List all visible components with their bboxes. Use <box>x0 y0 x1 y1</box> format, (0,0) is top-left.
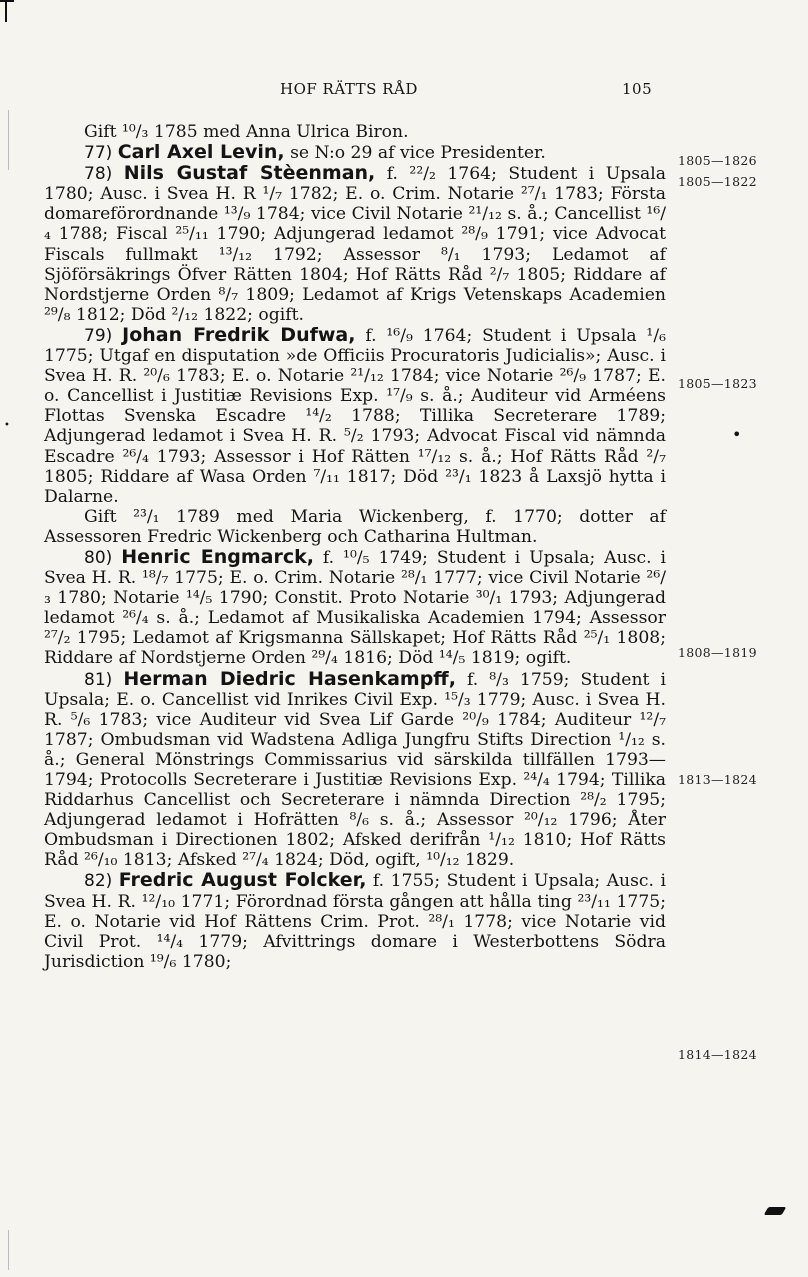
header-title: HOF RÄTTS RÅD <box>280 80 418 98</box>
entry-78 <box>44 163 666 325</box>
years-82: 1814—1824 <box>678 1047 757 1062</box>
entry-text: f. ¹⁰/₅ 1749; Student i Upsala; Ausc. i Svea H. R. ¹⁸/₇ 1775; E. o. Crim. Notarie ²⁸/₁ 1777; vice Civil Notarie ²⁶/₃ 1780; Notarie ¹⁴/₅ 1790; Constit. Proto Notarie ³⁰/₁ 1793; Adjungerad ledamot ²⁶/₄ s. å.; Ledamot af Musikaliska Academien 1794; Assessor ²⁷/₂ 1795; Ledamot af Krigsmanna Sällskapet; Hof Rätts Råd ²⁵/₁ 1808; Riddare af Nordstjerne Orden ²⁹/₄ 1816; Död ¹⁴/₅ 1819; ogift. <box>44 547 667 669</box>
years-81: 1813—1824 <box>678 772 757 787</box>
entry-name: Nils Gustaf Stèenman, <box>123 162 376 185</box>
entry-name: Johan Fredrik Dufwa, <box>122 323 356 346</box>
margin-tick: • <box>4 420 10 431</box>
entry-number: 77) <box>84 143 113 164</box>
margin-dot: • <box>732 425 742 444</box>
years-79: 1805—1823 <box>678 376 757 391</box>
entry-text: f. 1755; Student i Upsala; Ausc. i Svea H. R. ¹²/₁₀ 1771; Förordnad första gången att hålla ting ²³/₁₁ 1775; E. o. Notarie vid Hof Rättens Crim. Prot. ²⁸/₁ 1778; vice Notarie vid Civil Prot. ¹⁴/₄ 1779; Afvittrings domare i Westerbottens Södra Jurisdiction ¹⁹/₆ 1780; <box>44 871 666 972</box>
entry-name: Henric Engmarck, <box>121 545 314 568</box>
page-body <box>44 122 666 972</box>
entry-number: 81) <box>84 669 113 690</box>
entry-text: f. ¹⁶/₉ 1764; Student i Upsala ¹/₆ 1775; Utgaf en disputation »de Officiis Procuratoris Judicialis»; Ausc. i Svea H. R. ²⁰/₆ 1783; E. o. Notarie ²¹/₁₂ 1784; vice Notarie ²⁶/₉ 1787; E. o. Cancellist i Justitiæ Revisions Exp. ¹⁷/₉ s. å.; Auditeur vid Arméens Flottas Svenska Escadre ¹⁴/₂ 1788; Tillika Secreterare 1789; Adjungerad ledamot i Svea H. R. ⁵/₂ 1793; Advocat Fiscal vid nämnda Escadre ²⁶/₄ 1793; Assessor i Hof Rätten ¹⁷/₁₂ s. å.; Hof Rätts Råd ²/₇ 1805; Riddare af Wasa Orden ⁷/₁₁ 1817; Död ²³/₁ 1823 å Laxsjö hytta i Dalarne. <box>44 325 666 507</box>
years-80: 1808—1819 <box>678 645 757 660</box>
page-number: 105 <box>622 80 653 98</box>
entry-name: Carl Axel Levin, <box>117 141 285 164</box>
entry-number: 78) <box>84 164 113 185</box>
gift-line: Gift ¹⁰/₃ 1785 med Anna Ulrica Biron. <box>84 122 409 142</box>
entry-name: Fredric August Folcker, <box>118 869 367 892</box>
page-edge-line <box>8 110 9 170</box>
years-77: 1805—1826 <box>678 153 757 168</box>
years-78: 1805—1822 <box>678 174 757 189</box>
entry-number: 80) <box>84 547 113 568</box>
page-edge-line <box>8 1230 9 1270</box>
entry-name: Herman Diedric Hasenkampff, <box>123 667 456 690</box>
entry-number: 82) <box>84 871 113 892</box>
entry-82 <box>44 870 666 971</box>
entry-79 <box>44 325 666 507</box>
entry-text: se N:o 29 af vice Presidenter. <box>290 143 546 164</box>
entry-79-gift: Gift ²³/₁ 1789 med Maria Wickenberg, f. 1770; dotter af Assessoren Fredric Wickenberg och Catharina Hultman. <box>44 506 666 547</box>
entry-text: f. ⁸/₃ 1759; Student i Upsala; E. o. Cancellist vid Inrikes Civil Exp. ¹⁵/₃ 1779; Ausc. i Svea H. R. ⁵/₆ 1783; vice Auditeur vid Svea Lif Garde ²⁰/₉ 1784; Auditeur ¹²/₇ 1787; Ombudsman vid Wadstena Adliga Jungfru Stifts Direction ¹/₁₂ s. å.; General Mönstrings Commissarius vid särskilda tillfällen 1793—1794; Protocolls Secreterare i Justitiæ Revisions Exp. ²⁴/₄ 1794; Tillika Riddarhus Cancellist och Secreterare i nämnda Direction ²⁸/₂ 1795; Adjungerad ledamot i Hofrätten ⁸/₆ s. å.; Assessor ²⁰/₁₂ 1796; Åter Ombudsman i Directionen 1802; Afsked derifrån ¹/₁₂ 1810; Hof Rätts Råd ²⁶/₁₀ 1813; Afsked ²⁷/₄ 1824; Död, ogift, ¹⁰/₁₂ 1829. <box>44 669 666 871</box>
crop-mark-horizontal <box>0 0 14 2</box>
crop-mark-vertical <box>5 0 7 22</box>
entry-number: 79) <box>84 325 113 346</box>
entry-81 <box>44 669 666 871</box>
entry-80 <box>44 547 666 669</box>
page-corner-mark <box>764 1207 787 1215</box>
entry-text: f. ²²/₂ 1764; Student i Upsala 1780; Ausc. i Svea H. R ¹/₇ 1782; E. o. Crim. Notarie ²⁷/₁ 1783; Första domareförordnande ¹³/₉ 1784; vice Civil Notarie ²¹/₁₂ s. å.; Cancellist ¹⁶/₄ 1788; Fiscal ²⁵/₁₁ 1790; Adjungerad ledamot ²⁸/₉ 1791; vice Advocat Fiscals fullmakt ¹³/₁₂ 1792; Assessor ⁸/₁ 1793; Ledamot af Sjöförsäkrings Öfver Rätten 1804; Hof Rätts Råd ²/₇ 1805; Riddare af Nordstjerne Orden ⁸/₇ 1809; Ledamot af Krigs Vetenskaps Academien ²⁹/₈ 1812; Död ²/₁₂ 1822; ogift. <box>44 164 667 325</box>
entry-77 <box>44 142 666 163</box>
